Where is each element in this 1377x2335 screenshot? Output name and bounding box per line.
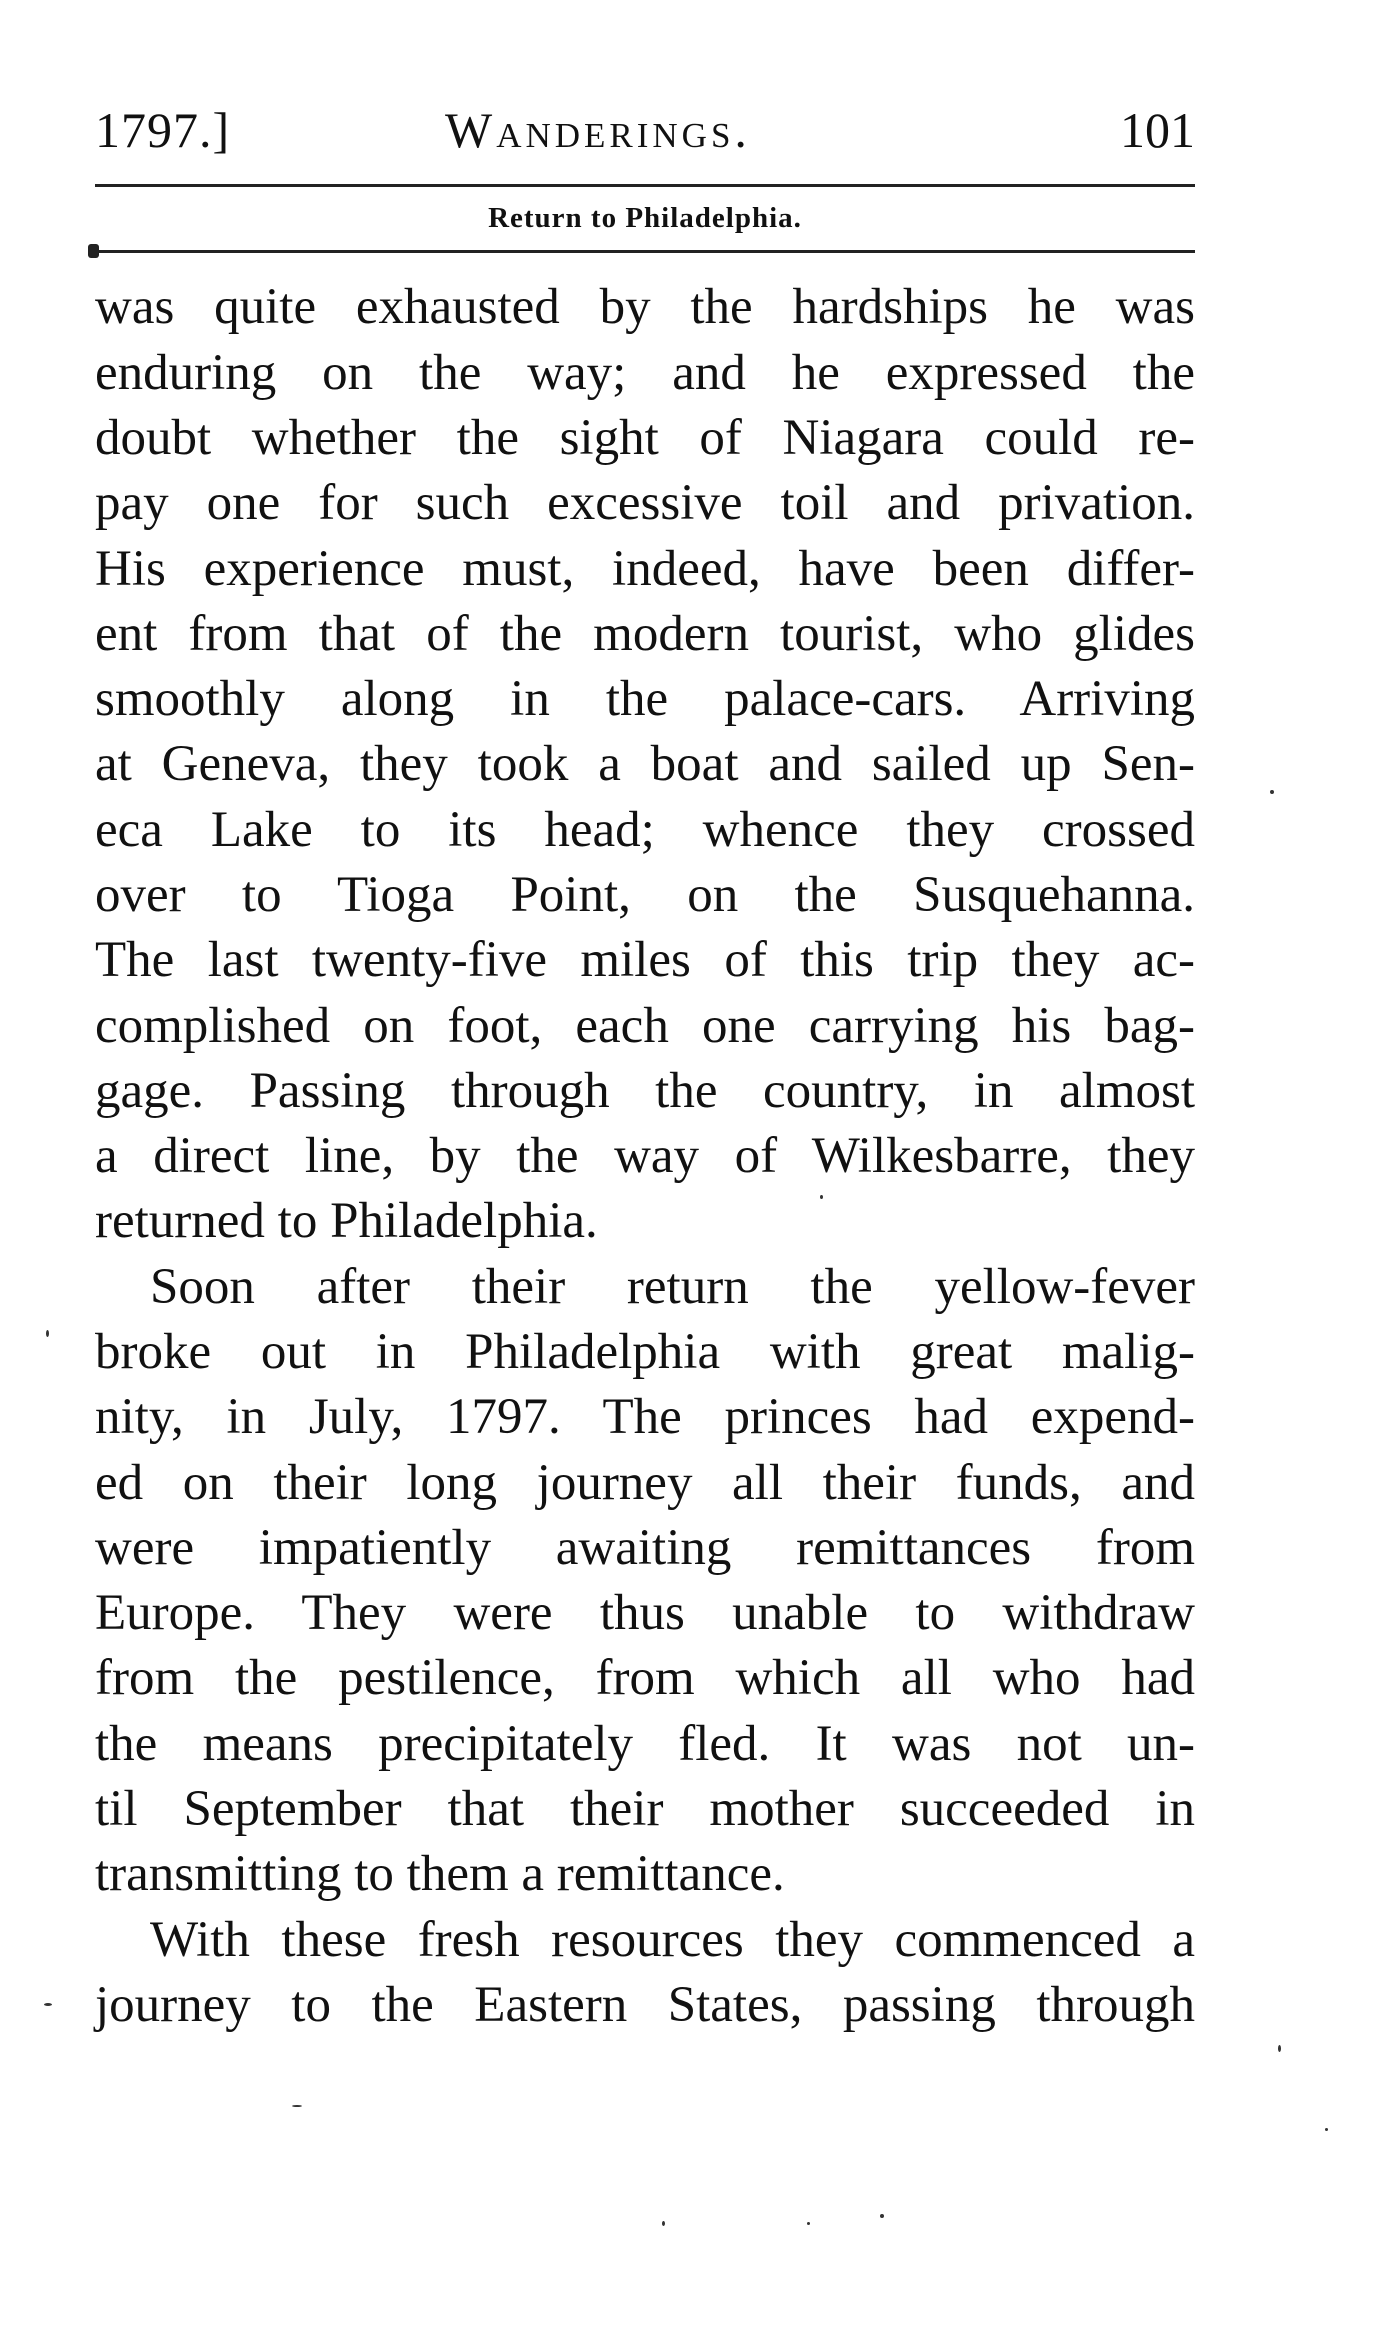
- text-line: complished on foot, each one carrying his bag-: [95, 998, 1195, 1054]
- paper-speck: [1278, 2045, 1281, 2052]
- text-line: was quite exhausted by the hardships he was: [95, 279, 1195, 335]
- text-line: His experience must, indeed, have been differ-: [95, 541, 1195, 597]
- header-rule-top: [95, 184, 1195, 187]
- text-line: The last twenty-five miles of this trip they ac-: [95, 932, 1195, 988]
- page-number: 101: [1120, 102, 1195, 158]
- text-line: nity, in July, 1797. The princes had expend-: [95, 1389, 1195, 1445]
- text-line: eca Lake to its head; whence they crossed: [95, 802, 1195, 858]
- text-line: til September that their mother succeeded in: [95, 1781, 1195, 1837]
- text-line: ent from that of the modern tourist, who glides: [95, 606, 1195, 662]
- running-head-title: Wanderings.: [445, 102, 751, 158]
- paper-speck: [820, 1195, 823, 1199]
- paper-speck: [46, 1330, 49, 1337]
- paper-speck: [292, 2105, 302, 2107]
- text-line: Europe. They were thus unable to withdraw: [95, 1585, 1195, 1641]
- text-line: gage. Passing through the country, in almost: [95, 1063, 1195, 1119]
- text-line: from the pestilence, from which all who had: [95, 1650, 1195, 1706]
- text-line: transmitting to them a remittance.: [95, 1846, 785, 1902]
- text-line: enduring on the way; and he expressed the: [95, 345, 1195, 401]
- text-line: the means precipitately fled. It was not un-: [95, 1716, 1195, 1772]
- section-subhead: Return to Philadelphia.: [488, 202, 802, 234]
- text-line: were impatiently awaiting remittances from: [95, 1520, 1195, 1576]
- text-line: With these fresh resources they commenced a: [150, 1912, 1195, 1968]
- text-line: at Geneva, they took a boat and sailed up Sen-: [95, 736, 1195, 792]
- running-head-year: 1797.]: [95, 102, 231, 158]
- header-rule-bottom: [95, 250, 1195, 253]
- paper-speck: [44, 2003, 52, 2006]
- paper-speck: [662, 2221, 665, 2226]
- text-line: a direct line, by the way of Wilkesbarre, they: [95, 1128, 1195, 1184]
- running-head: [95, 95, 1195, 165]
- text-line: Soon after their return the yellow-fever: [150, 1259, 1195, 1315]
- text-line: smoothly along in the palace-cars. Arriving: [95, 671, 1195, 727]
- text-line: broke out in Philadelphia with great malig-: [95, 1324, 1195, 1380]
- text-line: ed on their long journey all their funds, and: [95, 1455, 1195, 1511]
- paper-speck: [807, 2222, 810, 2225]
- paper-speck: [880, 2214, 884, 2218]
- paper-speck: [1270, 790, 1274, 794]
- paper-speck: [1325, 2128, 1328, 2131]
- text-line: doubt whether the sight of Niagara could re-: [95, 410, 1195, 466]
- text-line: returned to Philadelphia.: [95, 1193, 598, 1249]
- text-line: over to Tioga Point, on the Susquehanna.: [95, 867, 1195, 923]
- text-line: pay one for such excessive toil and privation.: [95, 475, 1195, 531]
- text-line: journey to the Eastern States, passing through: [95, 1977, 1195, 2033]
